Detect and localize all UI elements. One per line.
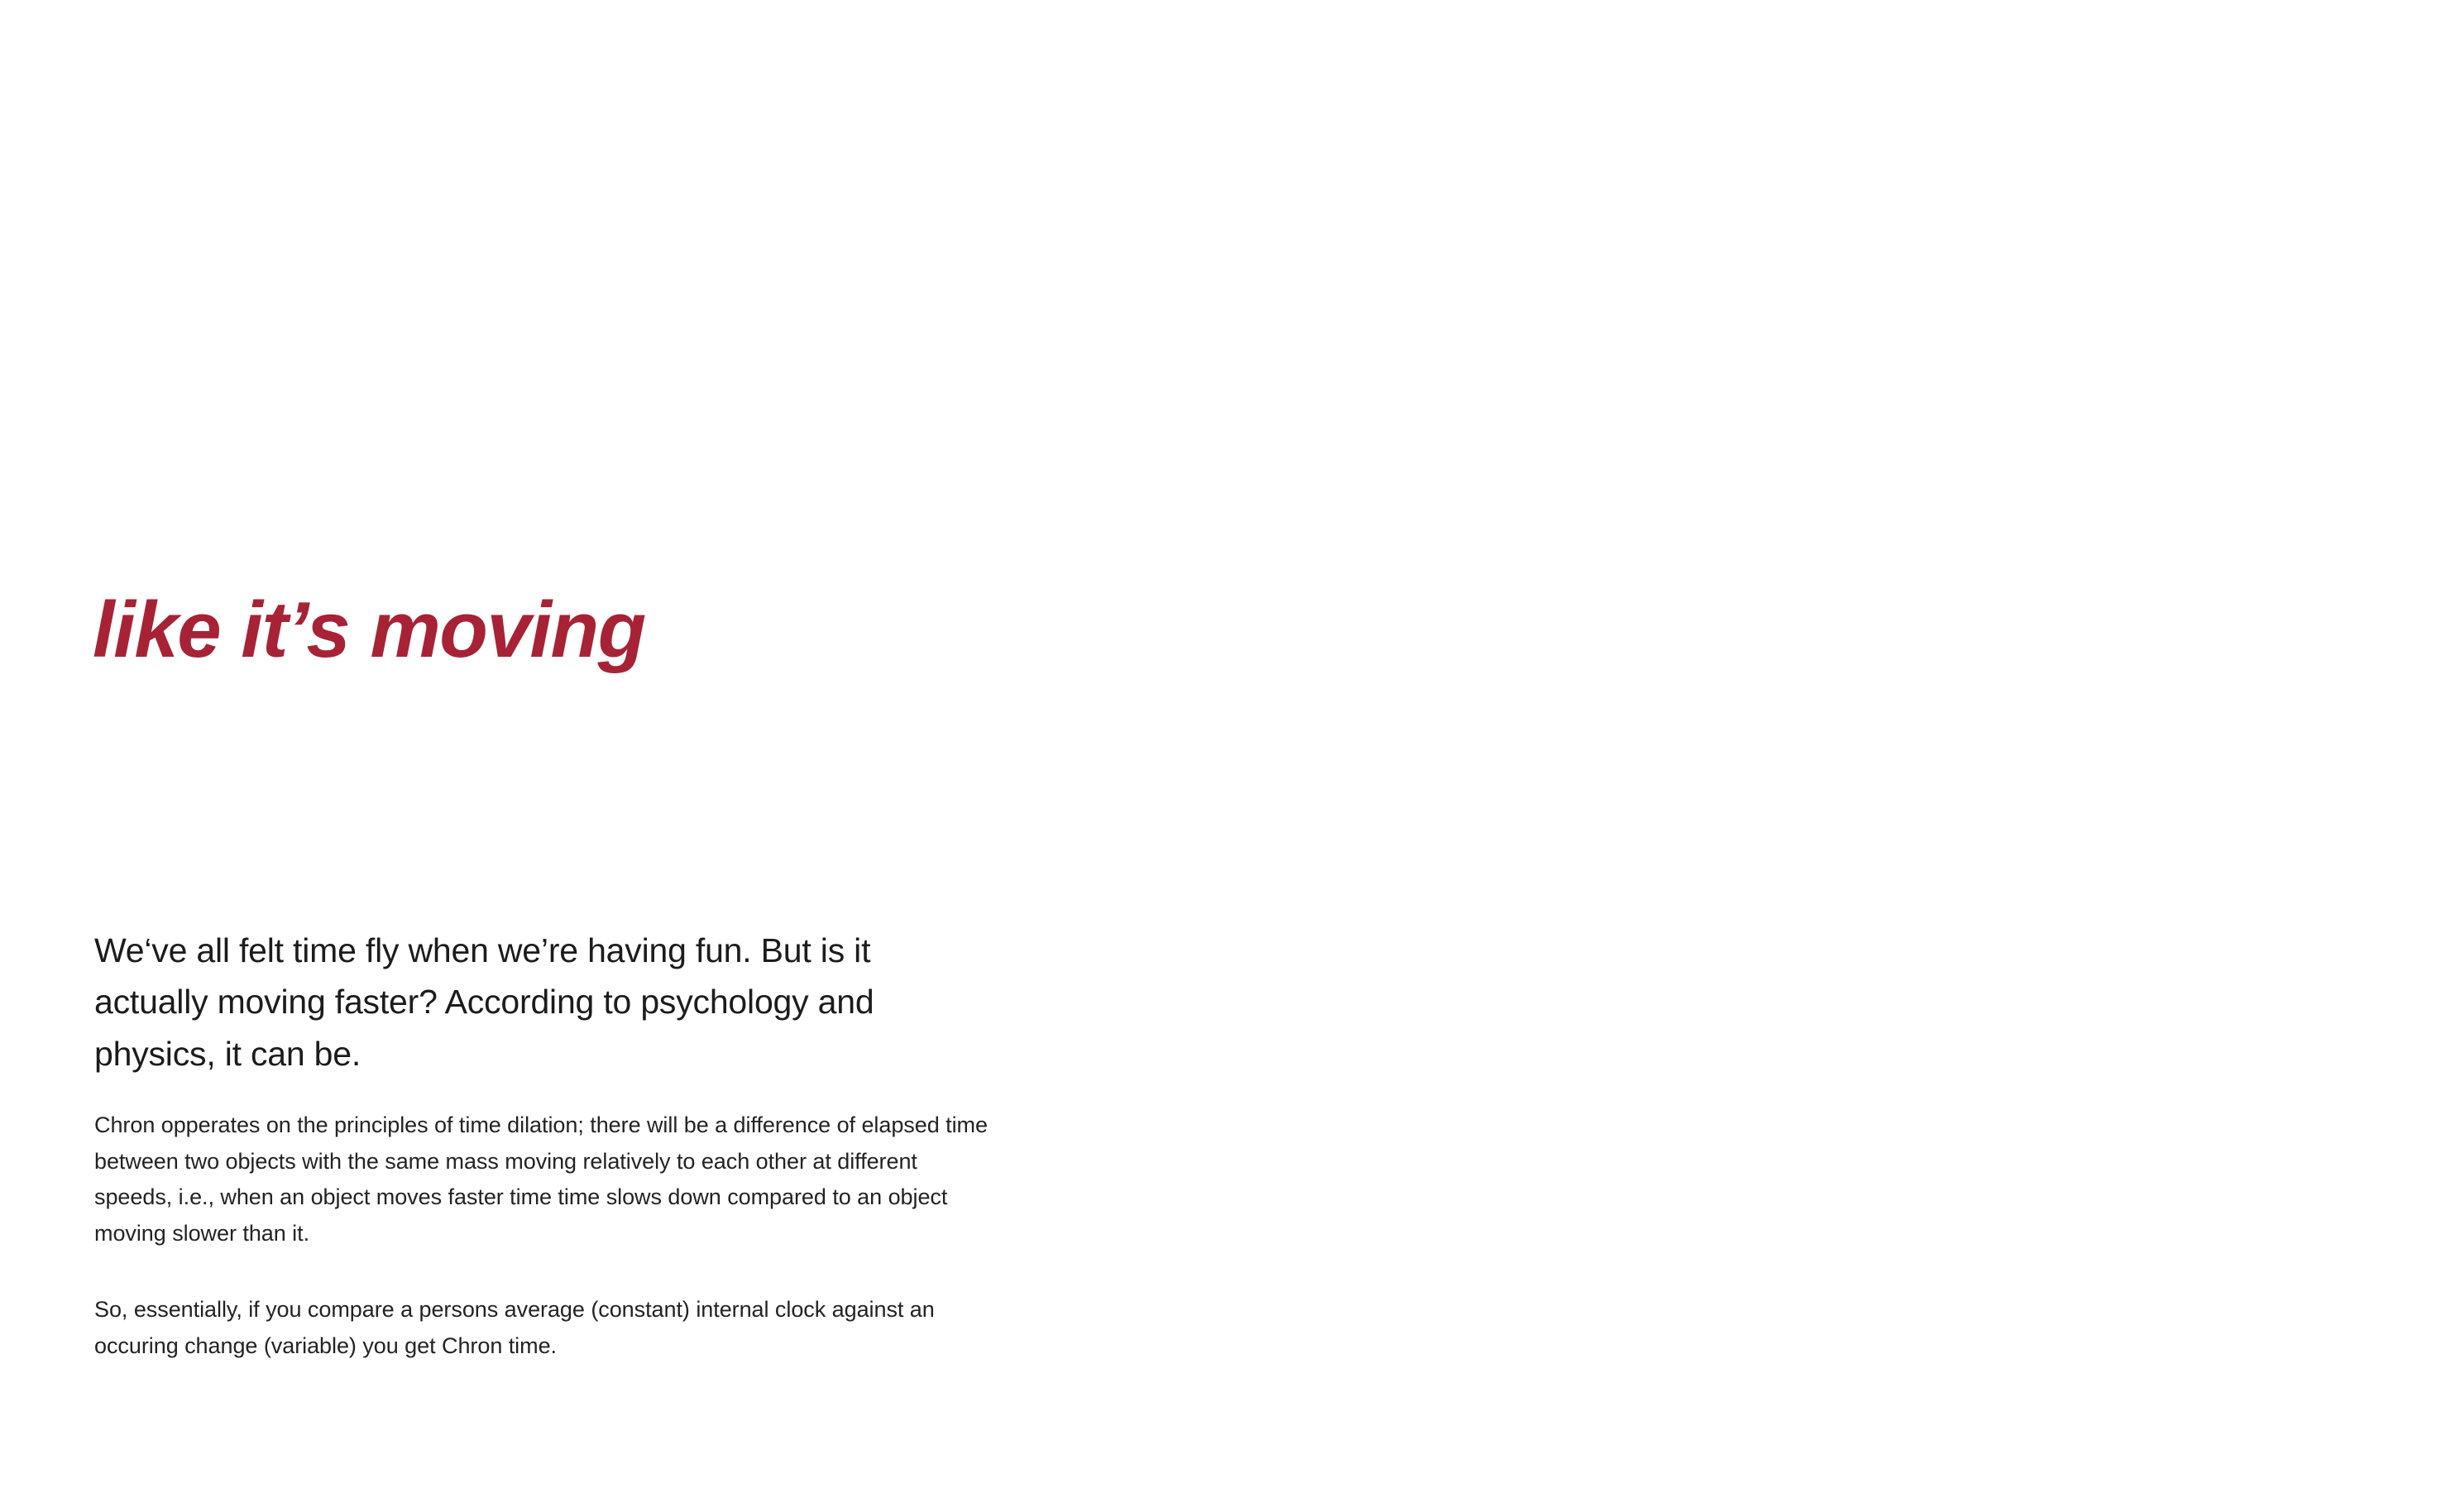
- page-title: like it’s moving: [93, 586, 645, 675]
- lede-paragraph: We‘ve all felt time fly when we’re having fun. But is it actually moving faster? According to psychology and physics, it can be.: [94, 931, 874, 1073]
- body-paragraph-2: So, essentially, if you compare a persons average (constant) internal clock against an occuring change (variable) you get Chron time.: [94, 1296, 935, 1358]
- body-paragraph-1: Chron opperates on the principles of time dilation; there will be a difference of elapsed time between two objects with the same mass moving relatively to each other at different speeds, i.e., when an object moves faster time time slows down compared to an object moving slower than it.: [94, 1112, 988, 1246]
- body-text-block: [94, 925, 1021, 1364]
